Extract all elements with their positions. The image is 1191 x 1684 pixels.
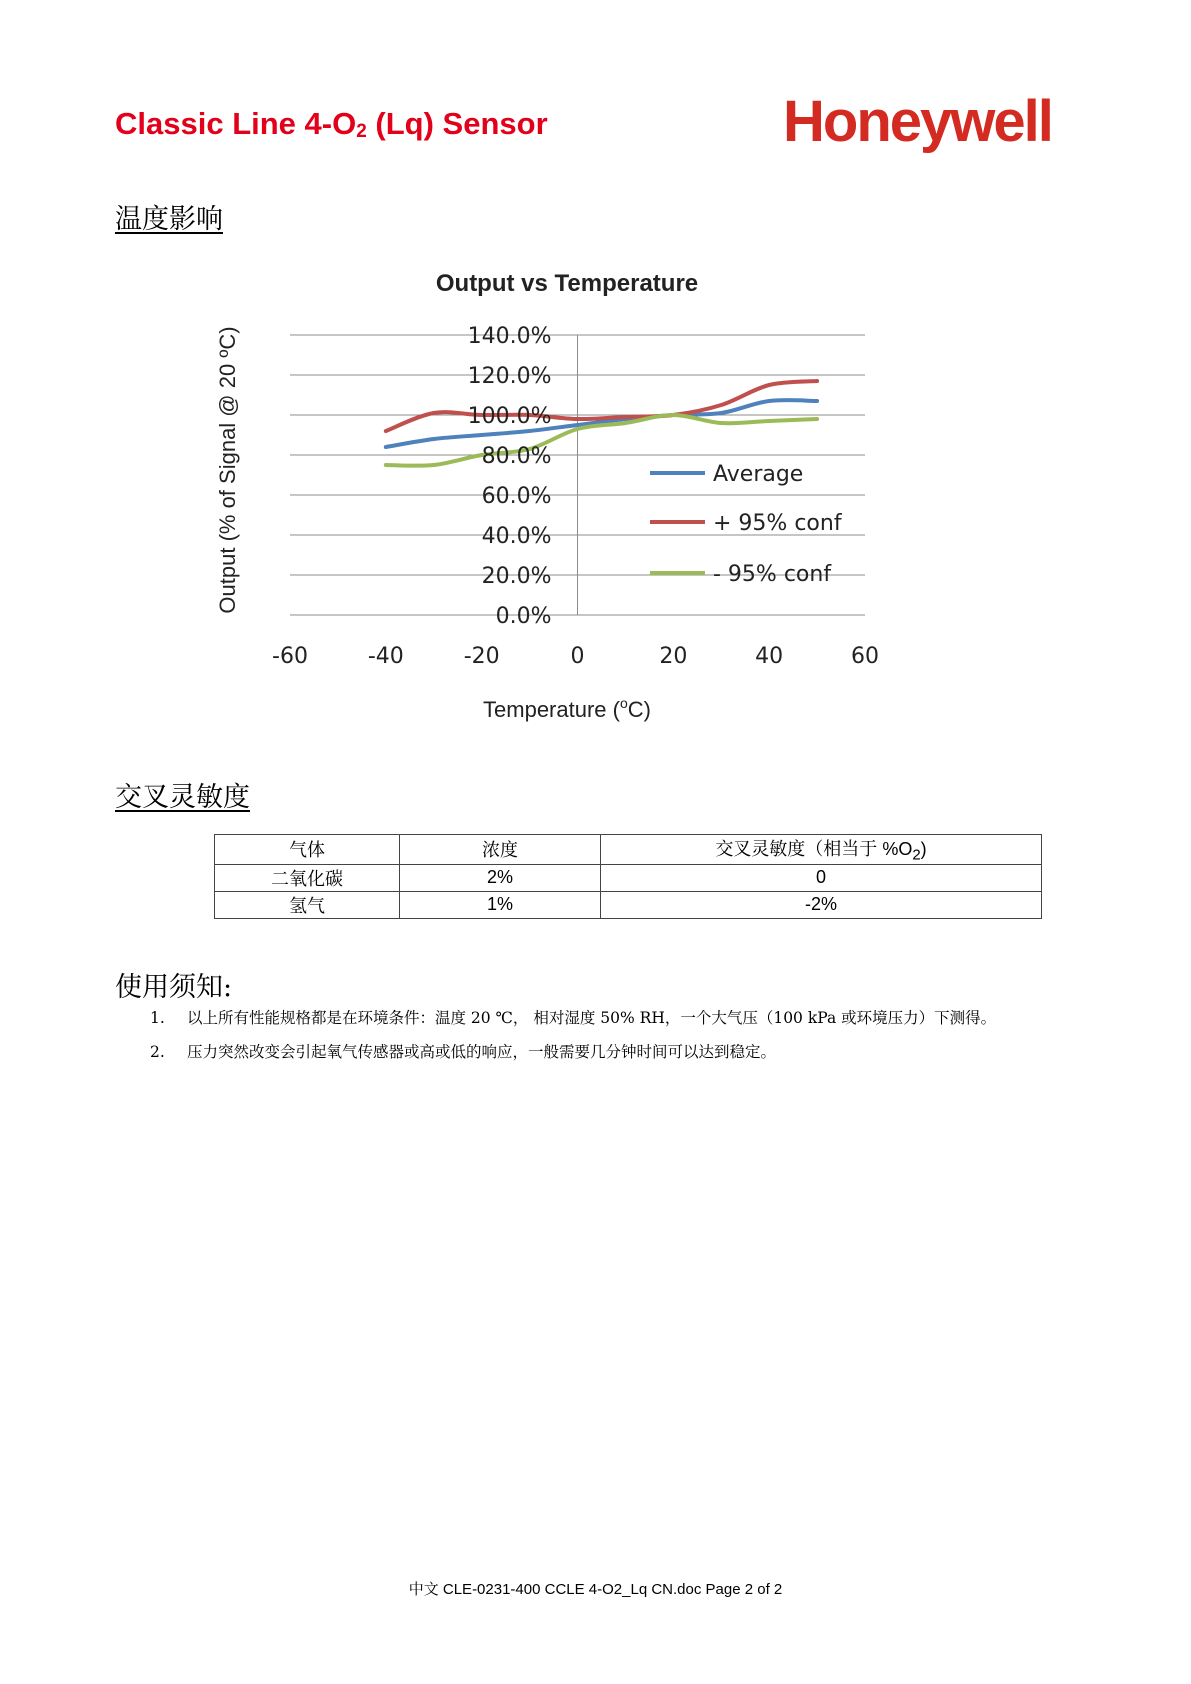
- y-tick-label: 20.0%: [481, 564, 552, 589]
- y-tick-label: 120.0%: [467, 364, 552, 389]
- x-tick-label: -60: [272, 644, 308, 669]
- table-row: [215, 864, 1042, 891]
- title-text: Classic Line 4-O: [115, 106, 357, 141]
- note-number: 1.: [150, 1009, 165, 1027]
- y-axis-label: Output (% of Signal @ 20 ºC): [215, 326, 240, 614]
- x-tick-label: 0: [570, 644, 585, 669]
- temperature-effect-heading: 温度影响: [115, 204, 223, 235]
- header-close-paren: ): [920, 839, 927, 859]
- x-axis-label-text: Temperature (: [483, 697, 620, 722]
- x-axis-label: [483, 695, 651, 722]
- table-header-row: [215, 835, 1042, 865]
- cell-cross-sensitivity: -2%: [601, 891, 1042, 918]
- usage-notes-list: [150, 1001, 1100, 1069]
- temperature-chart: [210, 255, 910, 735]
- list-item: [150, 1001, 1100, 1035]
- header-concentration: 浓度: [400, 835, 601, 865]
- y-tick-label: 0.0%: [495, 604, 552, 629]
- header-cross-sensitivity-text: 交叉灵敏度（相当于 %O: [715, 839, 913, 859]
- x-tick-label: 20: [659, 644, 688, 669]
- x-tick-label: 40: [755, 644, 784, 669]
- list-item: [150, 1035, 1100, 1069]
- title-subscript: 2: [356, 121, 367, 142]
- legend-label: + 95% conf: [713, 511, 842, 536]
- y-tick-label: 80.0%: [481, 444, 552, 469]
- x-tick-label: -20: [463, 644, 500, 669]
- header-subscript: 2: [912, 846, 921, 864]
- y-tick-label: 60.0%: [481, 484, 552, 509]
- cell-cross-sensitivity: 0: [601, 864, 1042, 891]
- x-tick-label: -40: [367, 644, 404, 669]
- x-axis-label-end: C): [627, 697, 651, 722]
- note-text: 以上所有性能规格都是在环境条件：温度 20 ℃， 相对湿度 50% RH，一个大气压（100 kPa 或环境压力）下测得。: [187, 1009, 997, 1027]
- title-text-end: (Lq) Sensor: [366, 106, 548, 141]
- cell-gas: 氢气: [215, 891, 400, 918]
- note-text: 压力突然改变会引起氧气传感器或高或低的响应，一般需要几分钟时间可以达到稳定。: [187, 1043, 777, 1061]
- cell-concentration: 1%: [400, 891, 601, 918]
- chart-title: Output vs Temperature: [435, 270, 699, 297]
- cross-sensitivity-table: [214, 834, 1042, 919]
- legend-label: - 95% conf: [713, 562, 832, 587]
- usage-notes-heading: 使用须知:: [115, 972, 233, 1003]
- page-footer: 中文 CLE-0231-400 CCLE 4-O2_Lq CN.doc Page 2 of 2: [408, 1581, 783, 1598]
- legend-label: Average: [713, 462, 804, 487]
- chart-svg: [210, 255, 910, 735]
- y-tick-label: 100.0%: [467, 404, 552, 429]
- table-row: [215, 891, 1042, 918]
- y-tick-label: 40.0%: [481, 524, 552, 549]
- note-number: 2.: [150, 1043, 165, 1061]
- y-tick-label: 140.0%: [467, 324, 552, 349]
- cell-gas: 二氧化碳: [215, 864, 400, 891]
- honeywell-logo: Honeywell: [783, 89, 1052, 154]
- header-gas: 气体: [215, 835, 400, 865]
- header-cross-sensitivity: [601, 835, 1042, 865]
- document-title: [115, 106, 548, 143]
- cross-sensitivity-heading: 交叉灵敏度: [115, 782, 250, 813]
- x-axis-label-sup: o: [619, 695, 628, 711]
- x-tick-label: 60: [851, 644, 879, 669]
- cell-concentration: 2%: [400, 864, 601, 891]
